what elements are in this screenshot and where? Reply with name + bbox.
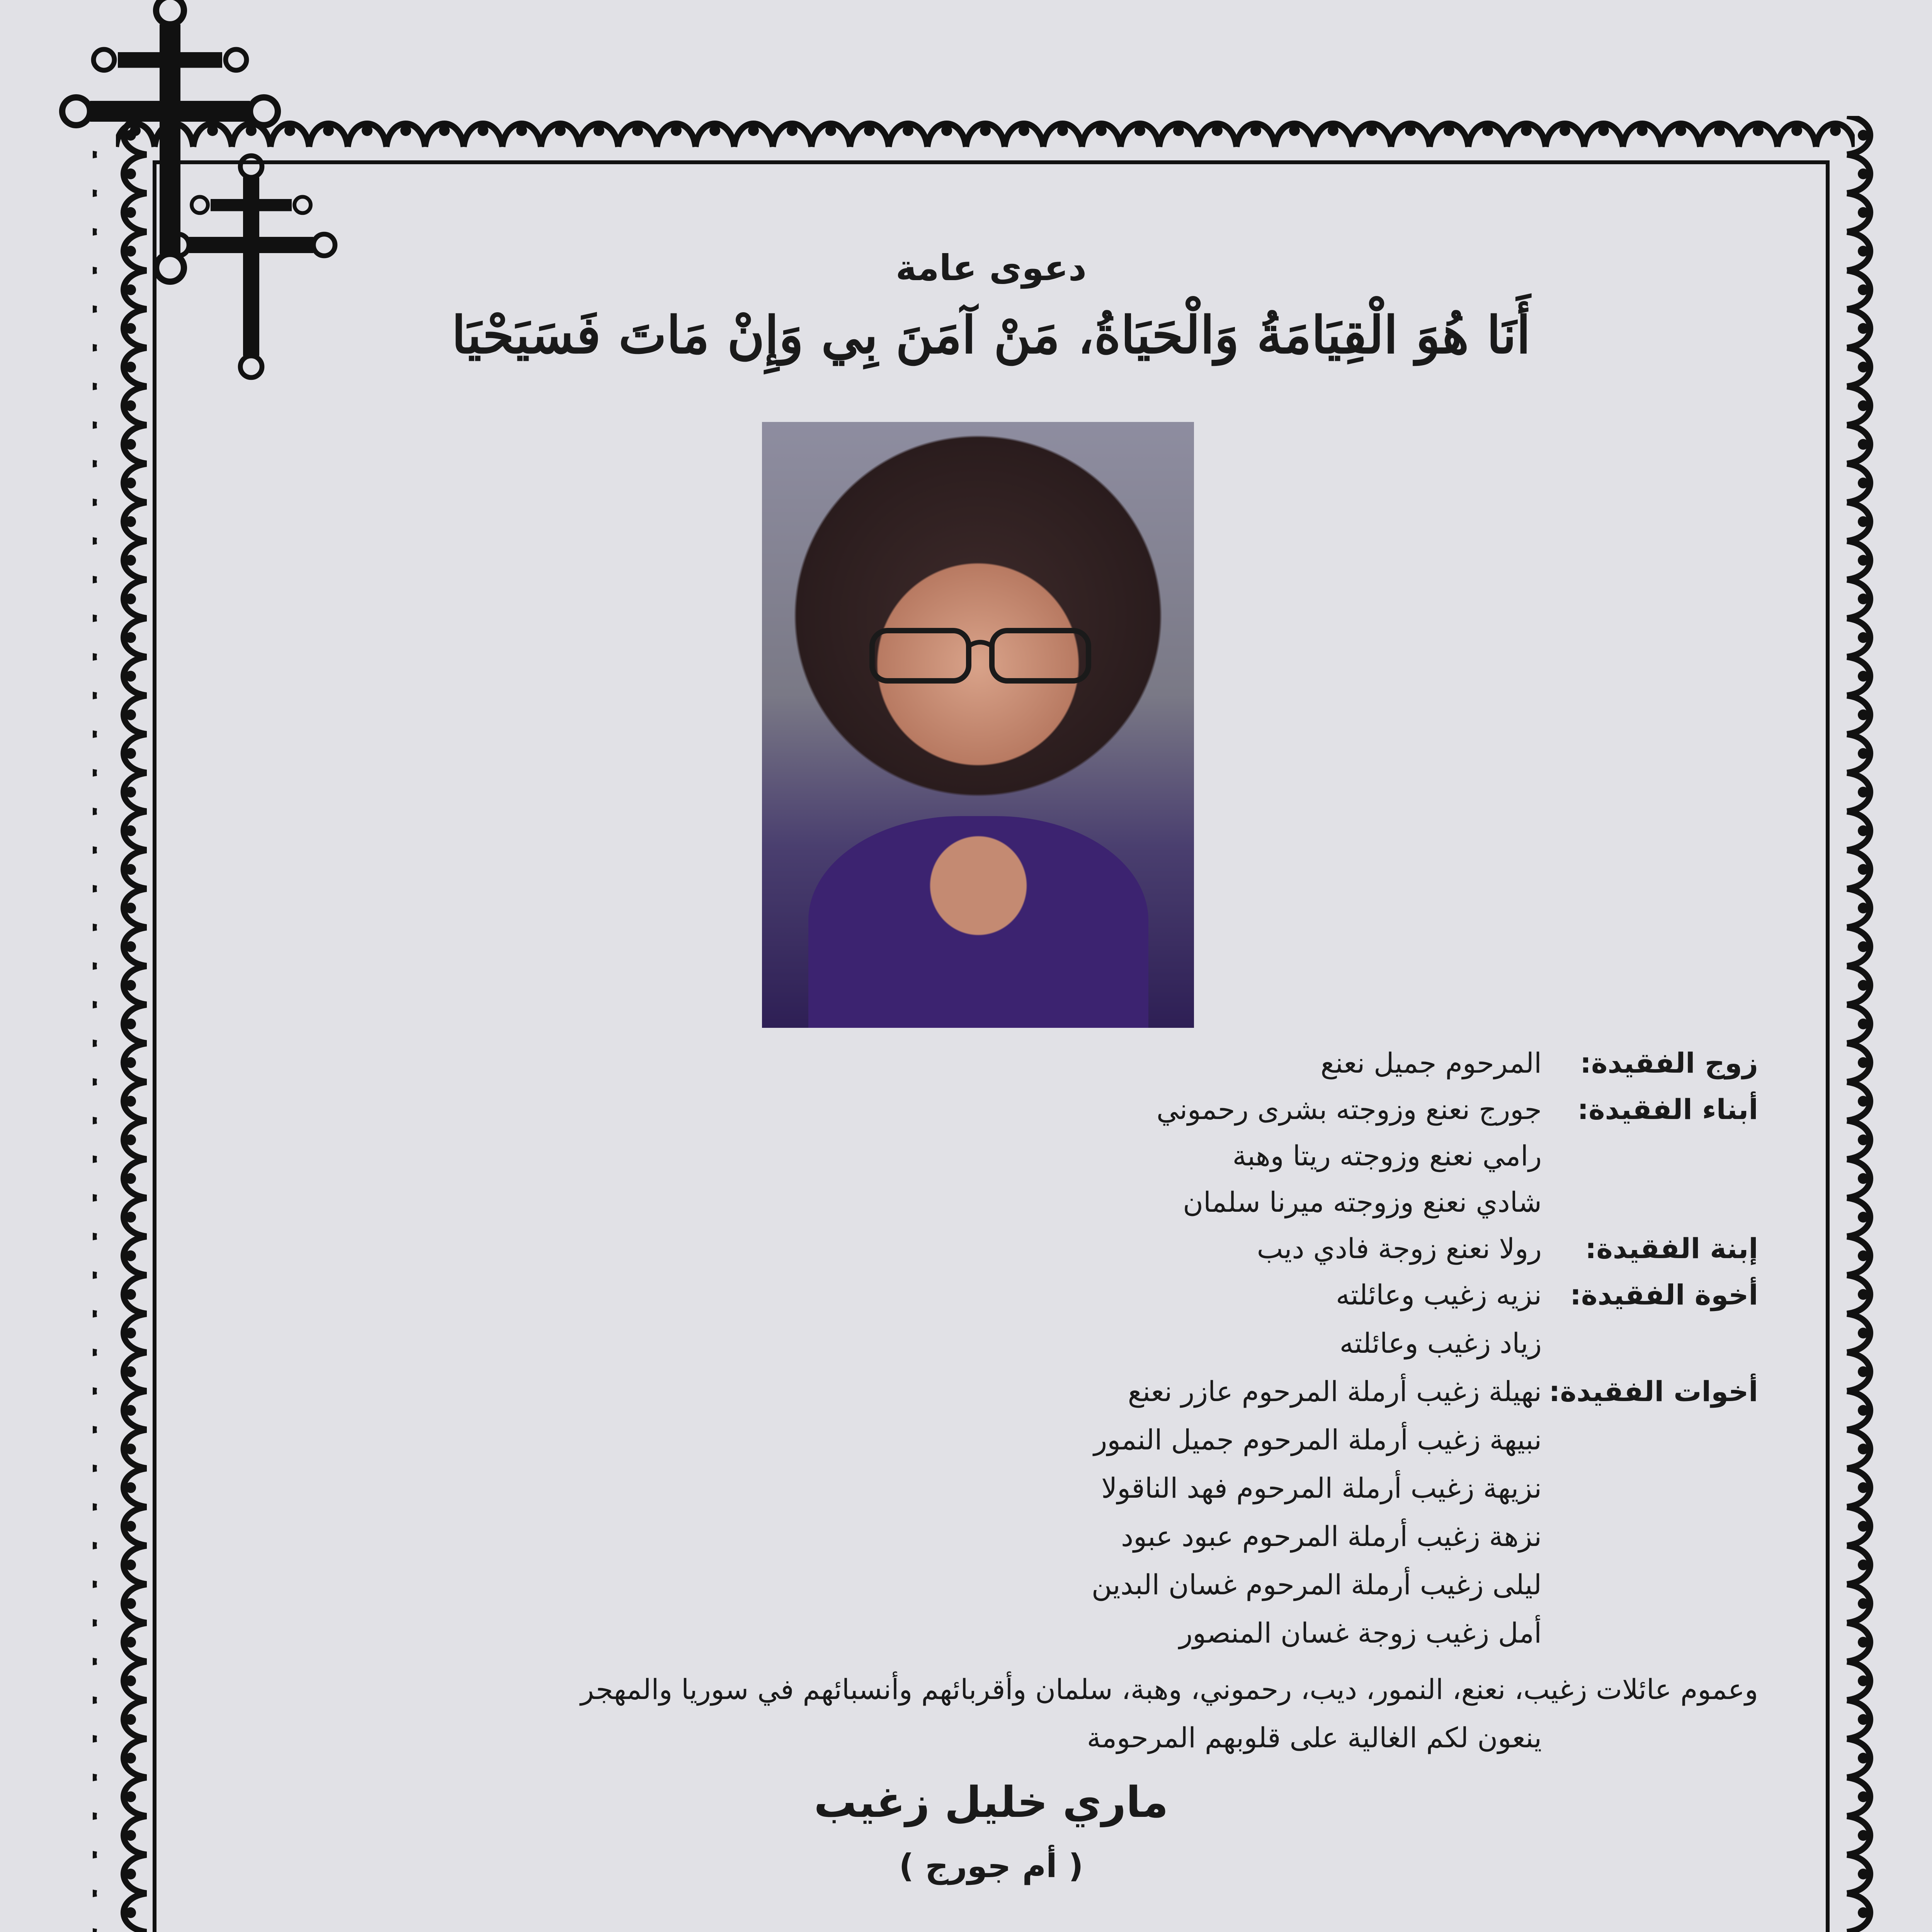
relative-name: رامي نعنع وزوجته ريتا وهبة	[1232, 1139, 1542, 1172]
relative-name: جورج نعنع وزوجته بشرى رحموني	[1156, 1093, 1542, 1126]
relative-name: ليلى زغيب أرملة المرحوم غسان البدين	[1091, 1568, 1542, 1601]
relative-label: زوج الفقيدة:	[1580, 1047, 1758, 1079]
portrait-clothing	[808, 816, 1148, 1028]
relative-name: نزيه زغيب وعائلته	[1336, 1279, 1542, 1311]
relative-name: نهيلة زغيب أرملة المرحوم عازر نعنع	[1128, 1375, 1542, 1408]
relative-name: نبيهة زغيب أرملة المرحوم جميل النمور	[1094, 1423, 1542, 1456]
relative-row-daughter	[1257, 1232, 1758, 1265]
bible-verse: أَنَا هُوَ الْقِيَامَةُ وَالْحَيَاةُ، مَنْ آمَنَ بِي وَإِنْ مَاتَ فَسَيَحْيَا	[451, 305, 1531, 365]
relative-label: أبناء الفقيدة:	[1577, 1093, 1758, 1126]
portrait-photo	[762, 422, 1194, 1028]
relative-name: نزهة زغيب أرملة المرحوم عبود عبود	[1121, 1520, 1542, 1553]
relative-name: المرحوم جميل نعنع	[1320, 1047, 1542, 1079]
relative-label: أخوات الفقيدة:	[1549, 1375, 1758, 1408]
relative-label: إبنة الفقيدة:	[1585, 1232, 1758, 1265]
relative-row-brothers	[1336, 1281, 1758, 1309]
deceased-alias: ( أم جورج )	[899, 1847, 1083, 1885]
relative-name: زياد زغيب وعائلته	[1339, 1327, 1542, 1359]
relative-row-sons	[1156, 1093, 1758, 1126]
relative-name: نزيهة زغيب أرملة المرحوم فهد الناقولا	[1101, 1472, 1542, 1504]
deceased-name: ماري خليل زغيب	[814, 1777, 1168, 1827]
subtitle: دعوى عامة	[895, 247, 1087, 289]
relative-row-sisters	[1128, 1375, 1758, 1408]
relative-name: أمل زغيب زوجة غسان المنصور	[1179, 1617, 1542, 1649]
glasses-icon	[868, 623, 1092, 689]
relative-name: رولا نعنع زوجة فادي ديب	[1257, 1232, 1542, 1265]
families-line: ينعون لكم الغالية على قلوبهم المرحومة	[1087, 1721, 1542, 1754]
relative-label: أخوة الفقيدة:	[1570, 1279, 1758, 1311]
relative-name: شادي نعنع وزوجته ميرنا سلمان	[1183, 1186, 1542, 1218]
relative-row-husband	[1320, 1049, 1758, 1077]
families-line: وعموم عائلات زغيب، نعنع، النمور، ديب، رحموني، وهبة، سلمان وأقربائهم وأنسبائهم في سوريا والمهجر	[580, 1673, 1758, 1706]
